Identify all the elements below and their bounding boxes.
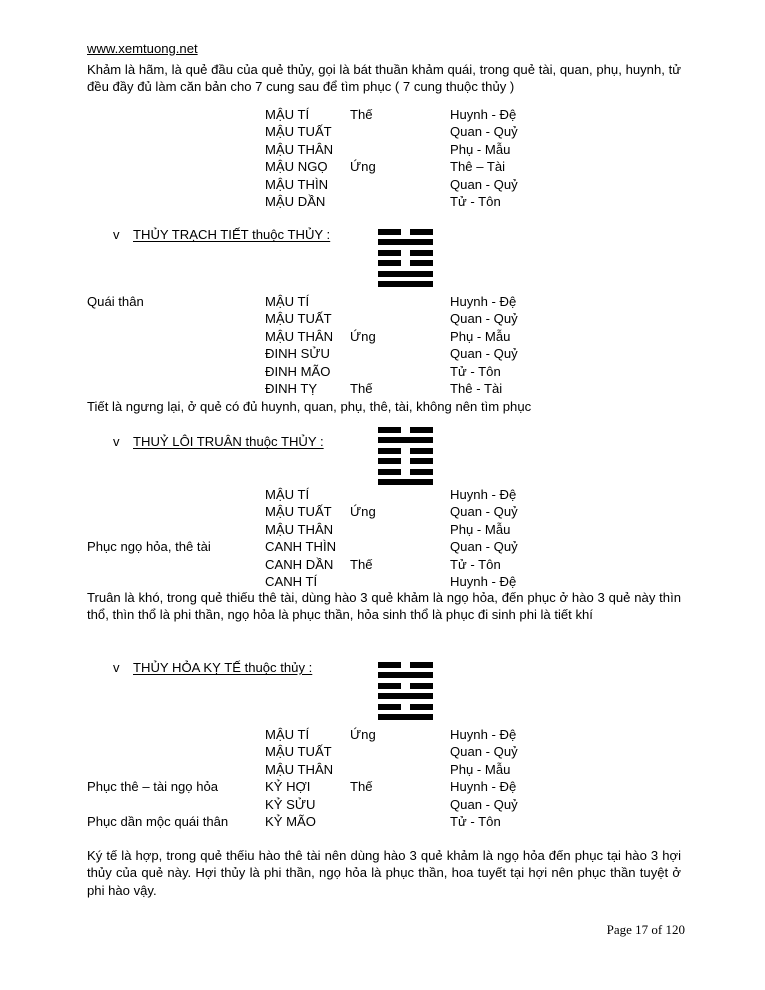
section-title: THỦY HỎA KỴ TẾ thuộc thủy : <box>133 660 313 675</box>
row-relation: Huynh - Đệ <box>450 294 517 309</box>
hexagram-ky-te-icon <box>378 662 433 720</box>
row-relation: Tử - Tôn <box>450 556 501 572</box>
row-relation: Tử - Tôn <box>450 363 501 379</box>
row-name: ĐINH SỬU <box>265 346 331 362</box>
row-label: Phục dần mộc quái thân <box>87 813 229 829</box>
row-name: MẬU TÍ <box>265 294 310 309</box>
row-marker <box>345 293 450 310</box>
row-name: MẬU THÂN <box>265 141 334 157</box>
table-row <box>87 380 518 397</box>
table-row <box>87 363 518 380</box>
row-relation: Huynh - Đệ <box>450 573 517 589</box>
row-relation: Tử - Tôn <box>450 193 501 209</box>
row-marker <box>345 761 450 778</box>
row-relation: Tử - Tôn <box>450 813 501 829</box>
section-title: THUỶ LÔI TRUÂN thuộc THỦY : <box>133 434 324 449</box>
row-label <box>87 363 265 380</box>
table-row <box>87 345 518 362</box>
table-row <box>265 123 518 140</box>
row-marker: Thế <box>350 556 373 572</box>
row-marker <box>345 123 450 140</box>
row-marker <box>345 486 450 503</box>
bullet-icon: v <box>113 434 120 449</box>
row-marker <box>345 521 450 538</box>
row-label <box>87 556 265 573</box>
table-row <box>87 796 518 813</box>
row-label: Phục thê – tài ngọ hỏa <box>87 779 219 795</box>
row-name: KỶ SỬU <box>265 796 316 812</box>
row-marker <box>345 796 450 813</box>
bullet-icon: v <box>113 660 120 675</box>
section-heading-ky-te <box>113 659 312 676</box>
table-row <box>87 726 518 743</box>
row-relation: Phụ - Mẫu <box>450 761 511 777</box>
row-relation: Phụ - Mẫu <box>450 141 511 157</box>
row-label <box>87 345 265 362</box>
bullet-icon: v <box>113 227 120 242</box>
row-name: MẬU THÂN <box>265 761 334 777</box>
row-marker <box>345 193 450 210</box>
table-row <box>87 813 518 830</box>
row-name: MẬU TÍ <box>265 487 310 502</box>
row-marker: Thế <box>350 107 373 122</box>
row-name: MẬU THÌN <box>265 176 329 192</box>
row-label <box>87 726 265 743</box>
fu-table-kham <box>265 106 518 210</box>
row-label <box>87 503 265 520</box>
table-row <box>265 158 518 175</box>
row-relation: Quan - Quỷ <box>450 124 518 140</box>
table-row <box>265 176 518 193</box>
row-name: MẬU TUẤT <box>265 504 332 520</box>
row-relation: Quan - Quỷ <box>450 311 518 327</box>
row-relation: Phụ - Mẫu <box>450 328 511 344</box>
row-name: MẬU TUẤT <box>265 311 332 327</box>
row-name: MẬU NGỌ <box>265 159 328 175</box>
table-row <box>265 106 518 123</box>
table-row <box>87 556 518 573</box>
row-marker <box>345 363 450 380</box>
row-relation: Quan - Quỷ <box>450 504 518 520</box>
row-name: KỶ HỢI <box>265 779 311 795</box>
table-row <box>87 761 518 778</box>
section-heading-truan <box>113 433 324 450</box>
page-footer: Page 17 of 120 <box>606 922 685 937</box>
table-row <box>265 193 518 210</box>
section-title: THỦY TRẠCH TIẾT thuộc THỦY : <box>133 227 331 242</box>
section-heading-tiet <box>113 226 330 243</box>
row-label <box>87 521 265 538</box>
section-note: Tiết là ngưng lại, ở quẻ có đủ huynh, quan, phụ, thê, tài, không nên tìm phục <box>87 399 532 414</box>
row-marker <box>345 743 450 760</box>
row-relation: Quan - Quỷ <box>450 796 518 812</box>
row-relation: Quan - Quỷ <box>450 744 518 760</box>
table-row <box>87 538 518 555</box>
table-row <box>87 521 518 538</box>
row-marker <box>345 176 450 193</box>
row-marker: Ứng <box>350 504 376 520</box>
table-row <box>265 141 518 158</box>
row-marker <box>345 345 450 362</box>
row-name: CANH THÌN <box>265 539 337 555</box>
row-relation: Quan - Quỷ <box>450 176 518 192</box>
row-name: MẬU TUẤT <box>265 124 332 140</box>
row-marker: Thế <box>350 380 373 396</box>
hexagram-tiet-icon <box>378 229 433 287</box>
section-note: Truân là khó, trong quẻ thiếu thê tài, dùng hào 3 quẻ khảm là ngọ hỏa, đến phục ở hào 3 quẻ này thìn thổ, thìn thổ là phi thần, ngọ hỏa là phục thần, hỏa sinh thổ là phục đi sinh phi là tiết khí <box>87 590 681 623</box>
row-name: MẬU TÍ <box>265 107 310 122</box>
row-marker: Ứng <box>350 727 376 742</box>
table-row <box>87 573 518 590</box>
table-row <box>87 328 518 345</box>
row-relation: Thê – Tài <box>450 159 506 175</box>
row-name: MẬU TUẤT <box>265 744 332 760</box>
row-relation: Huynh - Đệ <box>450 487 517 502</box>
row-relation: Thê - Tài <box>450 380 503 396</box>
hexagram-truan-icon <box>378 427 433 485</box>
row-marker <box>345 310 450 327</box>
row-name: MẬU THÂN <box>265 521 334 537</box>
row-name: CANH DẦN <box>265 556 334 572</box>
row-label <box>87 328 265 345</box>
row-label <box>87 310 265 327</box>
row-name: MẬU THÂN <box>265 328 334 344</box>
table-row <box>87 778 518 795</box>
row-name: MẬU DẦN <box>265 193 326 209</box>
row-marker <box>345 813 450 830</box>
section-note: Ký tế là hợp, trong quẻ thếiu hào thê tài nên dùng hào 3 quẻ khảm là ngọ hỏa đến phục tại hào 3 hợi thủy của quẻ này. Hợi thủy là phi thần, ngọ hỏa là phục thần, hoa tuyết tại hợi nên phục thần tuyệt ở phi hào vậy. <box>87 848 681 898</box>
table-row <box>87 310 518 327</box>
table-row <box>87 486 518 503</box>
row-marker: Ứng <box>350 328 376 344</box>
row-marker <box>345 573 450 590</box>
row-label: Phục ngọ hỏa, thê tài <box>87 539 211 555</box>
row-marker <box>345 141 450 158</box>
row-relation: Quan - Quỷ <box>450 346 518 362</box>
table-row <box>87 743 518 760</box>
row-label <box>87 486 265 503</box>
row-marker <box>345 538 450 555</box>
intro-paragraph: Khảm là hãm, là quẻ đầu của quẻ thủy, gọi là bát thuần khảm quái, trong quẻ tài, quan, phụ, huynh, tử đều đầy đủ làm căn bản cho 7 cung sau để tìm phục ( 7 cung thuộc thủy ) <box>87 62 681 95</box>
row-label <box>87 761 265 778</box>
row-label <box>87 573 265 590</box>
row-name: CANH TÍ <box>265 573 318 589</box>
fu-table-tiet <box>87 293 518 397</box>
row-marker: Thế <box>350 779 373 795</box>
row-label: Quái thân <box>87 294 144 309</box>
row-label <box>87 796 265 813</box>
row-name: MẬU TÍ <box>265 727 310 742</box>
table-row <box>87 503 518 520</box>
row-name: KỶ MÃO <box>265 813 316 829</box>
table-row <box>87 293 518 310</box>
site-url: www.xemtuong.net <box>87 41 198 56</box>
fu-table-truan <box>87 486 518 590</box>
fu-table-ky-te <box>87 726 518 830</box>
row-label <box>87 743 265 760</box>
row-label <box>87 380 265 397</box>
row-relation: Huynh - Đệ <box>450 727 517 742</box>
row-name: ĐINH TỴ <box>265 380 318 396</box>
row-relation: Quan - Quỷ <box>450 539 518 555</box>
row-relation: Huynh - Đệ <box>450 779 517 795</box>
row-name: ĐINH MÃO <box>265 363 331 379</box>
row-relation: Phụ - Mẫu <box>450 521 511 537</box>
row-marker: Ứng <box>350 159 376 175</box>
row-relation: Huynh - Đệ <box>450 107 517 122</box>
